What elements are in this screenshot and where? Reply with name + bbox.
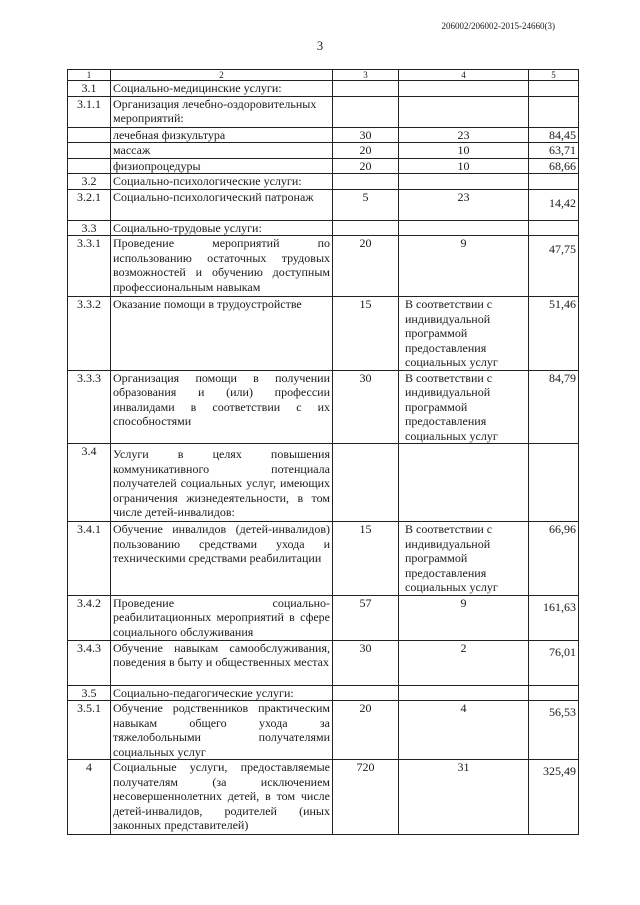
- cell-col4: 4: [399, 701, 529, 760]
- table-row: [68, 96, 579, 127]
- cell-col4: 9: [399, 236, 529, 297]
- row-number: 3.1.1: [68, 96, 111, 127]
- table-row: [68, 685, 579, 701]
- cell-col5: [529, 174, 579, 190]
- column-header: 3: [333, 70, 399, 81]
- cell-col4: В соответствии с индивидуальной программой предоставления социальных услуг: [399, 522, 529, 596]
- row-number: 3.3.2: [68, 297, 111, 371]
- row-number: 3.5.1: [68, 701, 111, 760]
- cell-col4: [399, 444, 529, 522]
- cell-col3: 30: [333, 640, 399, 685]
- table-row: [68, 522, 579, 596]
- cell-col3: 20: [333, 158, 399, 174]
- cell-col4: 31: [399, 760, 529, 835]
- row-number: 3.4: [68, 444, 111, 522]
- cell-col5: [529, 685, 579, 701]
- cell-col4: 23: [399, 189, 529, 220]
- table-row: [68, 158, 579, 174]
- row-number: 3.4.1: [68, 522, 111, 596]
- service-name: Социально-психологические услуги:: [111, 174, 333, 190]
- document-number: 206002/206002-2015-24660(3): [441, 21, 555, 31]
- table-row: [68, 640, 579, 685]
- table-row: [68, 297, 579, 371]
- service-name: лечебная физкультура: [111, 127, 333, 143]
- service-name: Обучение родственников практическим навыкам общего ухода за тяжелобольными получателями социальных услуг: [111, 701, 333, 760]
- row-number: [68, 143, 111, 159]
- cell-col3: 720: [333, 760, 399, 835]
- row-number: 3.3.3: [68, 370, 111, 444]
- table-row: [68, 127, 579, 143]
- service-name: Социальные услуги, предоставляемые получателям (за исключением несовершеннолетних детей, в том числе детей-инвалидов, родителей (иных законных представителей): [111, 760, 333, 835]
- cell-col5: 47,75: [529, 236, 579, 297]
- row-number: 3.4.3: [68, 640, 111, 685]
- cell-col5: 63,71: [529, 143, 579, 159]
- cell-col5: 14,42: [529, 189, 579, 220]
- cell-col3: 15: [333, 297, 399, 371]
- cell-col4: В соответствии с индивидуальной программой предоставления социальных услуг: [399, 297, 529, 371]
- cell-col4: 10: [399, 143, 529, 159]
- row-number: [68, 127, 111, 143]
- service-name: Проведение социально-реабилитационных мероприятий в сфере социального обслуживания: [111, 595, 333, 640]
- row-number: 4: [68, 760, 111, 835]
- cell-col5: [529, 444, 579, 522]
- row-number: 3.3.1: [68, 236, 111, 297]
- row-number: 3.2: [68, 174, 111, 190]
- column-header: 5: [529, 70, 579, 81]
- service-name: Организация лечебно-оздоровительных мероприятий:: [111, 96, 333, 127]
- service-name: Проведение мероприятий по использованию остаточных трудовых возможностей и обучению доступным профессиональным навыкам: [111, 236, 333, 297]
- cell-col3: [333, 685, 399, 701]
- cell-col4: 23: [399, 127, 529, 143]
- cell-col3: [333, 174, 399, 190]
- cell-col5: [529, 96, 579, 127]
- services-table: [67, 69, 579, 835]
- cell-col4: [399, 96, 529, 127]
- column-header: 1: [68, 70, 111, 81]
- cell-col5: 84,45: [529, 127, 579, 143]
- cell-col4: [399, 220, 529, 236]
- cell-col5: 51,46: [529, 297, 579, 371]
- row-number: 3.5: [68, 685, 111, 701]
- service-name: массаж: [111, 143, 333, 159]
- cell-col3: 20: [333, 236, 399, 297]
- service-name: Социально-педагогические услуги:: [111, 685, 333, 701]
- cell-col4: В соответствии с индивидуальной программой предоставления социальных услуг: [399, 370, 529, 444]
- table-row: [68, 370, 579, 444]
- table-row: [68, 701, 579, 760]
- service-name: Социально-медицинские услуги:: [111, 81, 333, 97]
- table-row: [68, 220, 579, 236]
- cell-col4: [399, 174, 529, 190]
- cell-col3: 20: [333, 143, 399, 159]
- cell-col4: [399, 81, 529, 97]
- cell-col3: 15: [333, 522, 399, 596]
- column-header: 2: [111, 70, 333, 81]
- cell-col3: 30: [333, 370, 399, 444]
- service-name: Услуги в целях повышения коммуникативного потенциала получателей социальных услуг, имеющих ограничения жизнедеятельности, в том числе детей-инвалидов:: [111, 444, 333, 522]
- table-row: [68, 81, 579, 97]
- cell-col5: 84,79: [529, 370, 579, 444]
- row-number: 3.1: [68, 81, 111, 97]
- cell-col4: 10: [399, 158, 529, 174]
- cell-col3: [333, 81, 399, 97]
- table-row: [68, 760, 579, 835]
- table-row: [68, 595, 579, 640]
- row-number: 3.4.2: [68, 595, 111, 640]
- row-number: 3.3: [68, 220, 111, 236]
- cell-col3: 57: [333, 595, 399, 640]
- column-header: 4: [399, 70, 529, 81]
- table-row: [68, 174, 579, 190]
- cell-col3: 20: [333, 701, 399, 760]
- cell-col5: 325,49: [529, 760, 579, 835]
- cell-col4: 2: [399, 640, 529, 685]
- cell-col4: [399, 685, 529, 701]
- cell-col5: 56,53: [529, 701, 579, 760]
- cell-col5: 68,66: [529, 158, 579, 174]
- cell-col5: 161,63: [529, 595, 579, 640]
- cell-col3: [333, 444, 399, 522]
- cell-col3: [333, 220, 399, 236]
- cell-col5: [529, 220, 579, 236]
- service-name: Социально-психологический патронаж: [111, 189, 333, 220]
- service-name: физиопроцедуры: [111, 158, 333, 174]
- service-name: Обучение инвалидов (детей-инвалидов) пользованию средствами ухода и техническими средствами реабилитации: [111, 522, 333, 596]
- page-number: 3: [316, 39, 324, 53]
- table-row: [68, 143, 579, 159]
- cell-col5: 66,96: [529, 522, 579, 596]
- cell-col3: 30: [333, 127, 399, 143]
- table-row: [68, 236, 579, 297]
- cell-col3: 5: [333, 189, 399, 220]
- row-number: [68, 158, 111, 174]
- row-number: 3.2.1: [68, 189, 111, 220]
- cell-col5: 76,01: [529, 640, 579, 685]
- table-row: [68, 444, 579, 522]
- cell-col4: 9: [399, 595, 529, 640]
- service-name: Организация помощи в получении образования и (или) профессии инвалидами в соответствии с их способностями: [111, 370, 333, 444]
- cell-col5: [529, 81, 579, 97]
- service-name: Оказание помощи в трудоустройстве: [111, 297, 333, 371]
- service-name: Социально-трудовые услуги:: [111, 220, 333, 236]
- service-name: Обучение навыкам самообслуживания, поведения в быту и общественных местах: [111, 640, 333, 685]
- cell-col3: [333, 96, 399, 127]
- table-header-row: [68, 70, 579, 81]
- table-row: [68, 189, 579, 220]
